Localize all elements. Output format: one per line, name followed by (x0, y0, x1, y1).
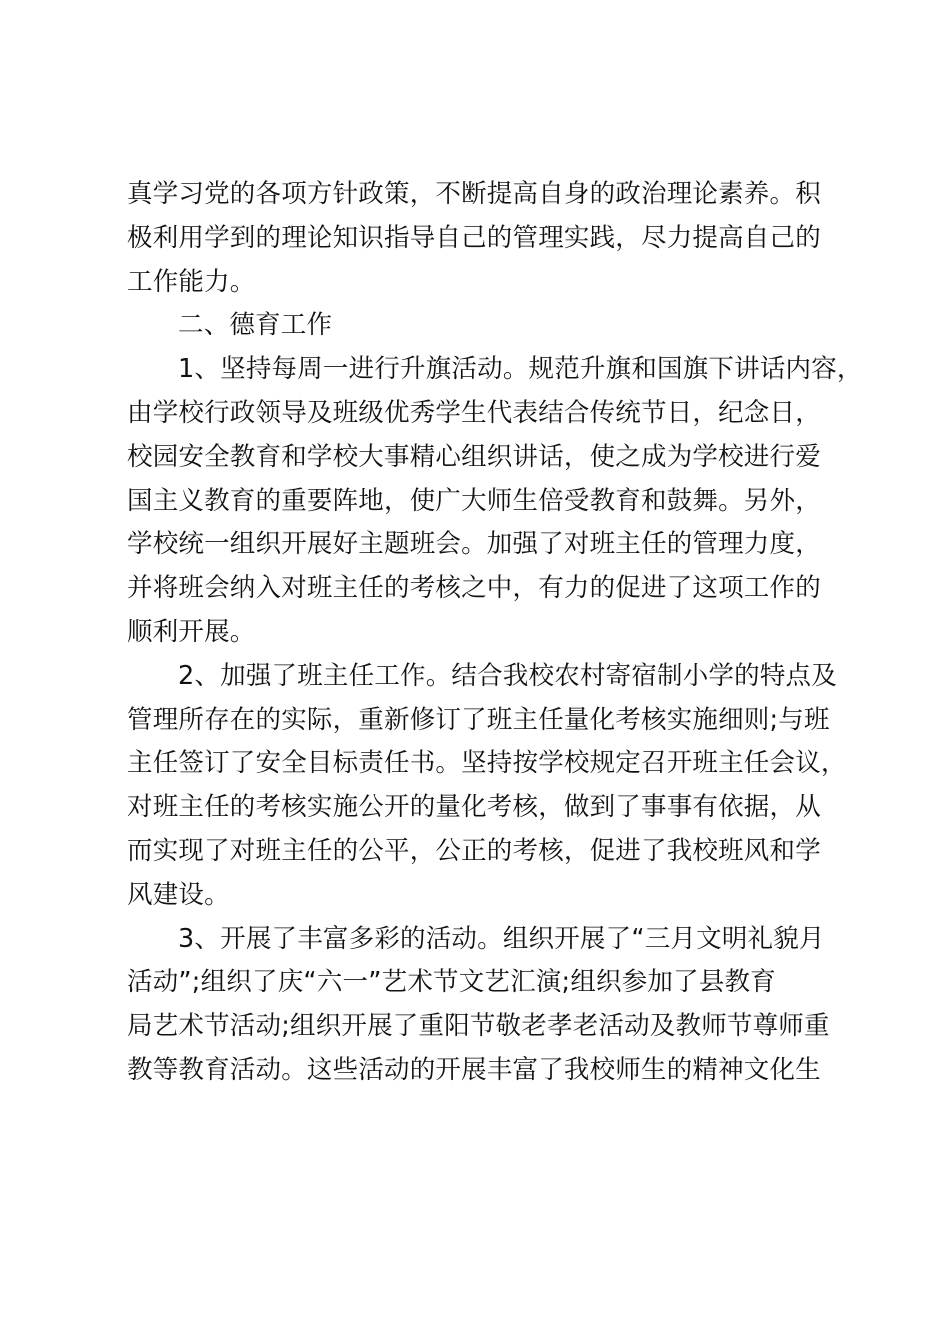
text-line: 管理所存在的实际，重新修订了班主任量化考核实施细则;与班 (127, 704, 830, 735)
text-line: 国主义教育的重要阵地，使广大师生倍受教育和鼓舞。另外， (127, 485, 821, 516)
document-body (127, 173, 863, 1093)
text-line: 主任签订了安全目标责任书。坚持按学校规定召开班主任会议， (127, 748, 847, 779)
section-heading (127, 304, 837, 348)
paragraph-2 (127, 655, 847, 918)
text-line: 真学习党的各项方针政策，不断提高自身的政治理论素养。积 (127, 179, 821, 209)
text-line: 极利用学到的理论知识指导自己的管理实践，尽力提高自己的 (127, 222, 821, 253)
text-line: 1、坚持每周一进行升旗活动。规范升旗和国旗下讲话内容， (178, 354, 863, 385)
text-line: 3、开展了丰富多彩的活动。组织开展了“三月文明礼貌月 (178, 923, 825, 954)
paragraph-intro (127, 173, 837, 304)
text-line: 由学校行政领导及班级优秀学生代表结合传统节日，纪念日， (127, 397, 821, 428)
text-line: 顺利开展。 (127, 616, 256, 647)
text-line: 活动”;组织了庆“六一”艺术节文艺汇演;组织参加了县教育 (127, 967, 776, 998)
text-line: 工作能力。 (127, 266, 256, 297)
section-heading-text: 二、德育工作 (178, 310, 333, 341)
text-line: 并将班会纳入对班主任的考核之中，有力的促进了这项工作的 (127, 573, 821, 604)
text-line: 校园安全教育和学校大事精心组织讲话，使之成为学校进行爱 (127, 441, 821, 472)
text-line: 对班主任的考核实施公开的量化考核，做到了事事有依据，从 (127, 792, 821, 823)
paragraph-3 (127, 918, 837, 1093)
text-line: 而实现了对班主任的公平，公正的考核，促进了我校班风和学 (127, 835, 821, 866)
text-line: 教等教育活动。这些活动的开展丰富了我校师生的精神文化生 (127, 1054, 821, 1085)
text-line: 学校统一组织开展好主题班会。加强了对班主任的管理力度， (127, 529, 821, 560)
text-line: 风建设。 (127, 879, 230, 910)
text-line: 2、加强了班主任工作。结合我校农村寄宿制小学的特点及 (178, 660, 837, 691)
paragraph-1 (127, 348, 863, 655)
text-line: 局艺术节活动;组织开展了重阳节敬老孝老活动及教师节尊师重 (127, 1011, 830, 1042)
